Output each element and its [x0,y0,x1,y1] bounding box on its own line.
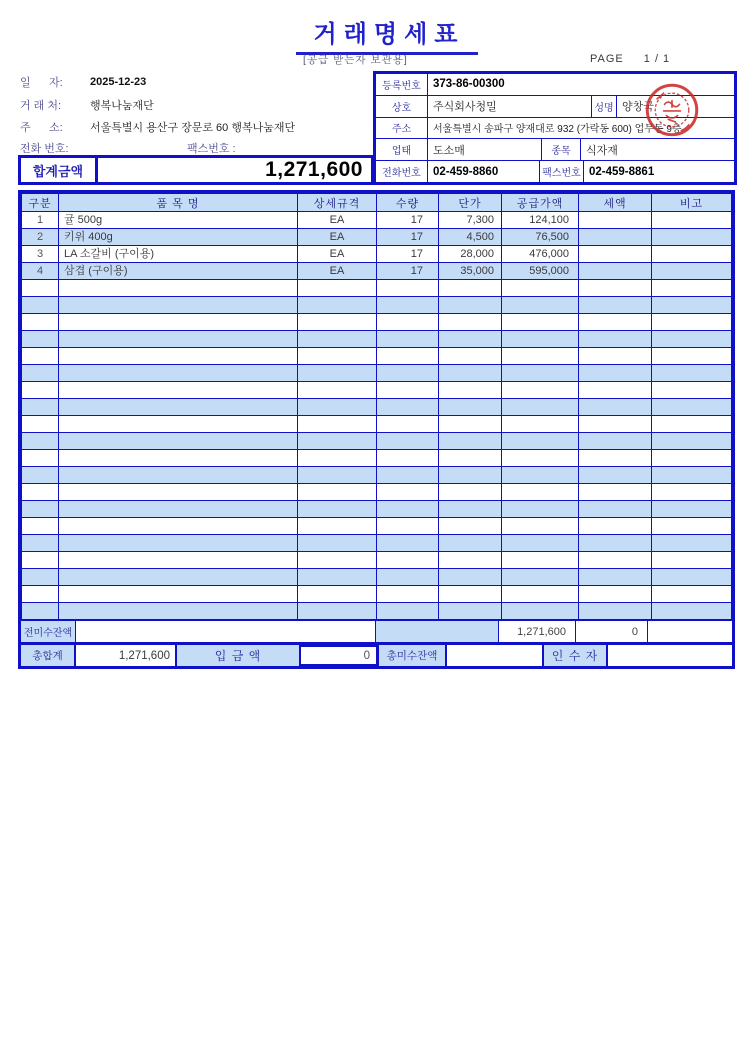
cell-no [22,484,59,501]
page-value: 1 / 1 [643,53,671,65]
cell-note [652,552,732,569]
column-header-tax: 세액 [579,194,652,212]
item-table [18,190,735,645]
buyer-phone-line [20,140,236,156]
client-label: 거 래 처: [20,100,62,112]
cell-qty [377,450,439,467]
cell-qty [377,535,439,552]
bizitem-value: 식자재 [586,144,618,157]
cell-tax [579,280,652,297]
cell-no [22,416,59,433]
cell-amount: 76,500 [502,229,579,246]
cell-note [652,433,732,450]
prev-balance-tax: 0 [576,621,648,642]
supplier-fax-label: 팩스번호 [539,161,584,182]
cell-amount [502,518,579,535]
cell-price [439,382,502,399]
cell-note [652,263,732,280]
cell-spec [298,433,377,450]
cell-amount [502,552,579,569]
cell-name [59,484,298,501]
cell-note [652,314,732,331]
client-line [20,97,154,113]
table-row [22,552,732,569]
table-row [22,280,732,297]
prev-balance-shaded-cell [376,621,499,642]
cell-note [652,280,732,297]
cell-qty: 17 [377,229,439,246]
date-line [20,74,146,90]
cell-note [652,331,732,348]
cell-amount [502,586,579,603]
cell-name [59,467,298,484]
cell-spec: EA [298,246,377,263]
table-row [22,399,732,416]
supplier-phone-row [376,161,734,182]
cell-note [652,416,732,433]
cell-spec [298,586,377,603]
cell-note [652,229,732,246]
cell-note [652,518,732,535]
cell-tax [579,518,652,535]
cell-name [59,569,298,586]
cell-name [59,314,298,331]
cell-spec [298,331,377,348]
column-header-item: 품 목 명 [59,194,298,212]
cell-spec [298,569,377,586]
cell-price [439,603,502,620]
total-balance-label: 총미수잔액 [378,645,447,666]
cell-tax [579,331,652,348]
table-row [22,263,732,280]
table-row [22,450,732,467]
cell-name [59,382,298,399]
cell-name [59,586,298,603]
cell-qty [377,586,439,603]
cell-amount [502,297,579,314]
summary-row [18,642,735,669]
cell-name [59,280,298,297]
prev-balance-row [21,620,732,642]
cell-spec [298,484,377,501]
cell-tax [579,399,652,416]
cell-spec [298,535,377,552]
client-value: 행복나눔재단 [90,100,154,112]
cell-amount [502,433,579,450]
cell-tax [579,467,652,484]
cell-note [652,484,732,501]
cell-price [439,297,502,314]
table-row [22,246,732,263]
grand-total-label: 총합계 [21,645,76,666]
cell-spec [298,501,377,518]
total-amount-label: 합계금액 [21,158,98,182]
cell-qty: 17 [377,246,439,263]
cell-no [22,433,59,450]
cell-price [439,433,502,450]
table-row [22,484,732,501]
cell-no [22,535,59,552]
cell-price [439,535,502,552]
cell-qty [377,280,439,297]
cell-qty [377,603,439,620]
cell-price [439,501,502,518]
cell-no [22,382,59,399]
cell-name: 귤 500g [59,212,298,229]
cell-spec [298,297,377,314]
table-row [22,416,732,433]
cell-name [59,416,298,433]
cell-tax [579,535,652,552]
cell-price [439,416,502,433]
cell-price [439,365,502,382]
cell-amount [502,569,579,586]
cell-qty [377,399,439,416]
cell-amount [502,484,579,501]
cell-tax [579,501,652,518]
date-label: 일 자: [20,77,63,89]
cell-qty [377,484,439,501]
cell-price [439,314,502,331]
table-row [22,229,732,246]
cell-qty [377,331,439,348]
cell-no: 1 [22,212,59,229]
cell-name [59,501,298,518]
cell-name: 삼겹 (구이용) [59,263,298,280]
cell-note [652,569,732,586]
cell-spec [298,518,377,535]
buyer-address-line [20,119,295,135]
cell-note [652,501,732,518]
cell-note [652,603,732,620]
cell-qty [377,348,439,365]
cell-price [439,518,502,535]
cell-name: 키위 400g [59,229,298,246]
cell-price [439,569,502,586]
cell-no: 3 [22,246,59,263]
receiver-label: 인 수 자 [544,645,608,666]
supplier-tel-label: 전화번호 [376,161,428,182]
cell-qty [377,314,439,331]
table-header-row [22,194,732,212]
page-number [590,53,670,65]
cell-amount [502,501,579,518]
deposit-value: 0 [299,645,378,666]
table-zone [18,190,735,669]
ceo-label: 성명 [591,96,617,117]
table-row [22,501,732,518]
reg-number-label: 등록번호 [376,74,428,95]
cell-price [439,467,502,484]
cell-tax [579,229,652,246]
biztype-value: 도소매 [433,144,465,157]
cell-note [652,297,732,314]
cell-qty: 17 [377,212,439,229]
cell-note [652,399,732,416]
cell-name [59,552,298,569]
cell-tax [579,263,652,280]
cell-tax [579,314,652,331]
page-label: PAGE [590,53,624,65]
table-row [22,212,732,229]
table-row [22,535,732,552]
cell-name [59,331,298,348]
cell-no [22,314,59,331]
column-header-price: 단가 [439,194,502,212]
cell-amount [502,416,579,433]
cell-price [439,331,502,348]
cell-spec [298,603,377,620]
supplier-fax-value: 02-459-8861 [589,165,655,178]
cell-amount [502,535,579,552]
column-header-no: 구분 [22,194,59,212]
cell-name [59,399,298,416]
cell-no [22,603,59,620]
cell-qty [377,552,439,569]
buyer-fax-label: 팩스번호 : [187,143,236,155]
cell-spec [298,467,377,484]
cell-amount [502,331,579,348]
cell-tax [579,484,652,501]
copy-type-label: [공급 받는자 보관용] [303,54,408,66]
ceo-value: 양창국 [622,101,654,114]
supplier-address-value: 서울특별시 송파구 양재대로 932 (가락동 600) 업무동 9층 [433,124,682,136]
cell-name [59,433,298,450]
cell-no: 2 [22,229,59,246]
cell-qty [377,382,439,399]
cell-amount: 476,000 [502,246,579,263]
cell-tax [579,552,652,569]
cell-amount [502,382,579,399]
cell-tax [579,382,652,399]
cell-price: 28,000 [439,246,502,263]
cell-no [22,552,59,569]
cell-spec: EA [298,263,377,280]
cell-amount [502,365,579,382]
cell-tax [579,348,652,365]
company-seal-stamp-icon [644,82,700,138]
date-value: 2025-12-23 [90,76,147,88]
supplier-tel-value: 02-459-8860 [433,165,499,178]
table-row [22,433,732,450]
cell-no: 4 [22,263,59,280]
cell-amount [502,603,579,620]
reg-number-value: 373-86-00300 [433,78,505,91]
cell-no [22,450,59,467]
cell-amount [502,314,579,331]
cell-tax [579,569,652,586]
cell-note [652,382,732,399]
table-row [22,314,732,331]
cell-spec [298,450,377,467]
cell-tax [579,212,652,229]
cell-name [59,450,298,467]
table-row [22,365,732,382]
cell-name [59,348,298,365]
cell-note [652,450,732,467]
column-header-note: 비고 [652,194,732,212]
cell-price [439,399,502,416]
prev-balance-amount: 1,271,600 [499,621,576,642]
column-header-spec: 상세규격 [298,194,377,212]
cell-no [22,467,59,484]
cell-price: 4,500 [439,229,502,246]
cell-tax [579,416,652,433]
table-row [22,297,732,314]
cell-spec [298,399,377,416]
cell-amount: 124,100 [502,212,579,229]
cell-tax [579,246,652,263]
cell-no [22,569,59,586]
cell-price [439,484,502,501]
cell-qty [377,365,439,382]
cell-tax [579,586,652,603]
cell-price: 7,300 [439,212,502,229]
table-row [22,348,732,365]
cell-tax [579,450,652,467]
cell-spec [298,416,377,433]
cell-no [22,297,59,314]
cell-no [22,586,59,603]
company-name-label: 상호 [376,96,428,117]
table-row [22,331,732,348]
cell-amount [502,450,579,467]
cell-no [22,280,59,297]
cell-qty [377,416,439,433]
cell-price [439,552,502,569]
column-header-qty: 수량 [377,194,439,212]
bizitem-label: 종목 [541,139,581,160]
biztype-label: 업태 [376,139,428,160]
cell-amount [502,280,579,297]
cell-name: LA 소갈비 (구이용) [59,246,298,263]
cell-note [652,348,732,365]
cell-note [652,535,732,552]
grand-total-value: 1,271,600 [76,645,177,666]
cell-price [439,450,502,467]
cell-spec [298,314,377,331]
cell-qty: 17 [377,263,439,280]
cell-qty [377,569,439,586]
receiver-value [608,645,732,666]
table-row [22,569,732,586]
deposit-label: 입 금 액 [177,645,299,666]
total-balance-value [447,645,544,666]
cell-spec [298,348,377,365]
cell-price: 35,000 [439,263,502,280]
cell-qty [377,467,439,484]
cell-tax [579,603,652,620]
title-wrap [0,14,750,55]
cell-price [439,586,502,603]
cell-no [22,331,59,348]
cell-no [22,399,59,416]
cell-no [22,365,59,382]
cell-spec [298,365,377,382]
cell-note [652,212,732,229]
cell-qty [377,297,439,314]
cell-name [59,365,298,382]
cell-spec: EA [298,229,377,246]
cell-no [22,518,59,535]
prev-balance-note [648,621,732,642]
company-name-value: 주식회사청밀 [433,101,497,114]
cell-spec [298,280,377,297]
buyer-address-label: 주 소: [20,122,63,134]
cell-amount: 595,000 [502,263,579,280]
buyer-phone-label: 전화 번호: [20,143,69,155]
cell-spec [298,552,377,569]
cell-tax [579,297,652,314]
table-row [22,467,732,484]
buyer-address-value: 서울특별시 용산구 장문로 60 행복나눔재단 [90,122,296,134]
table-row [22,586,732,603]
column-header-amount: 공급가액 [502,194,579,212]
supplier-address-label: 주소 [376,118,428,139]
table-row [22,518,732,535]
cell-spec: EA [298,212,377,229]
table-row [22,382,732,399]
table-body [22,212,732,620]
cell-no [22,501,59,518]
cell-note [652,467,732,484]
page-title: 거래명세표 [296,14,479,55]
total-amount-value: 1,271,600 [265,158,363,181]
cell-amount [502,467,579,484]
cell-spec [298,382,377,399]
cell-qty [377,433,439,450]
cell-amount [502,348,579,365]
total-amount-box [18,155,374,185]
cell-tax [579,365,652,382]
supplier-biztype-row [376,139,734,161]
cell-amount [502,399,579,416]
cell-price [439,348,502,365]
prev-balance-label: 전미수잔액 [21,621,76,642]
cell-note [652,246,732,263]
cell-tax [579,433,652,450]
prev-balance-blank-cell [76,621,376,642]
cell-qty [377,518,439,535]
cell-note [652,365,732,382]
cell-note [652,586,732,603]
cell-name [59,518,298,535]
cell-qty [377,501,439,518]
table-row [22,603,732,620]
cell-price [439,280,502,297]
cell-name [59,297,298,314]
cell-name [59,535,298,552]
cell-name [59,603,298,620]
cell-no [22,348,59,365]
